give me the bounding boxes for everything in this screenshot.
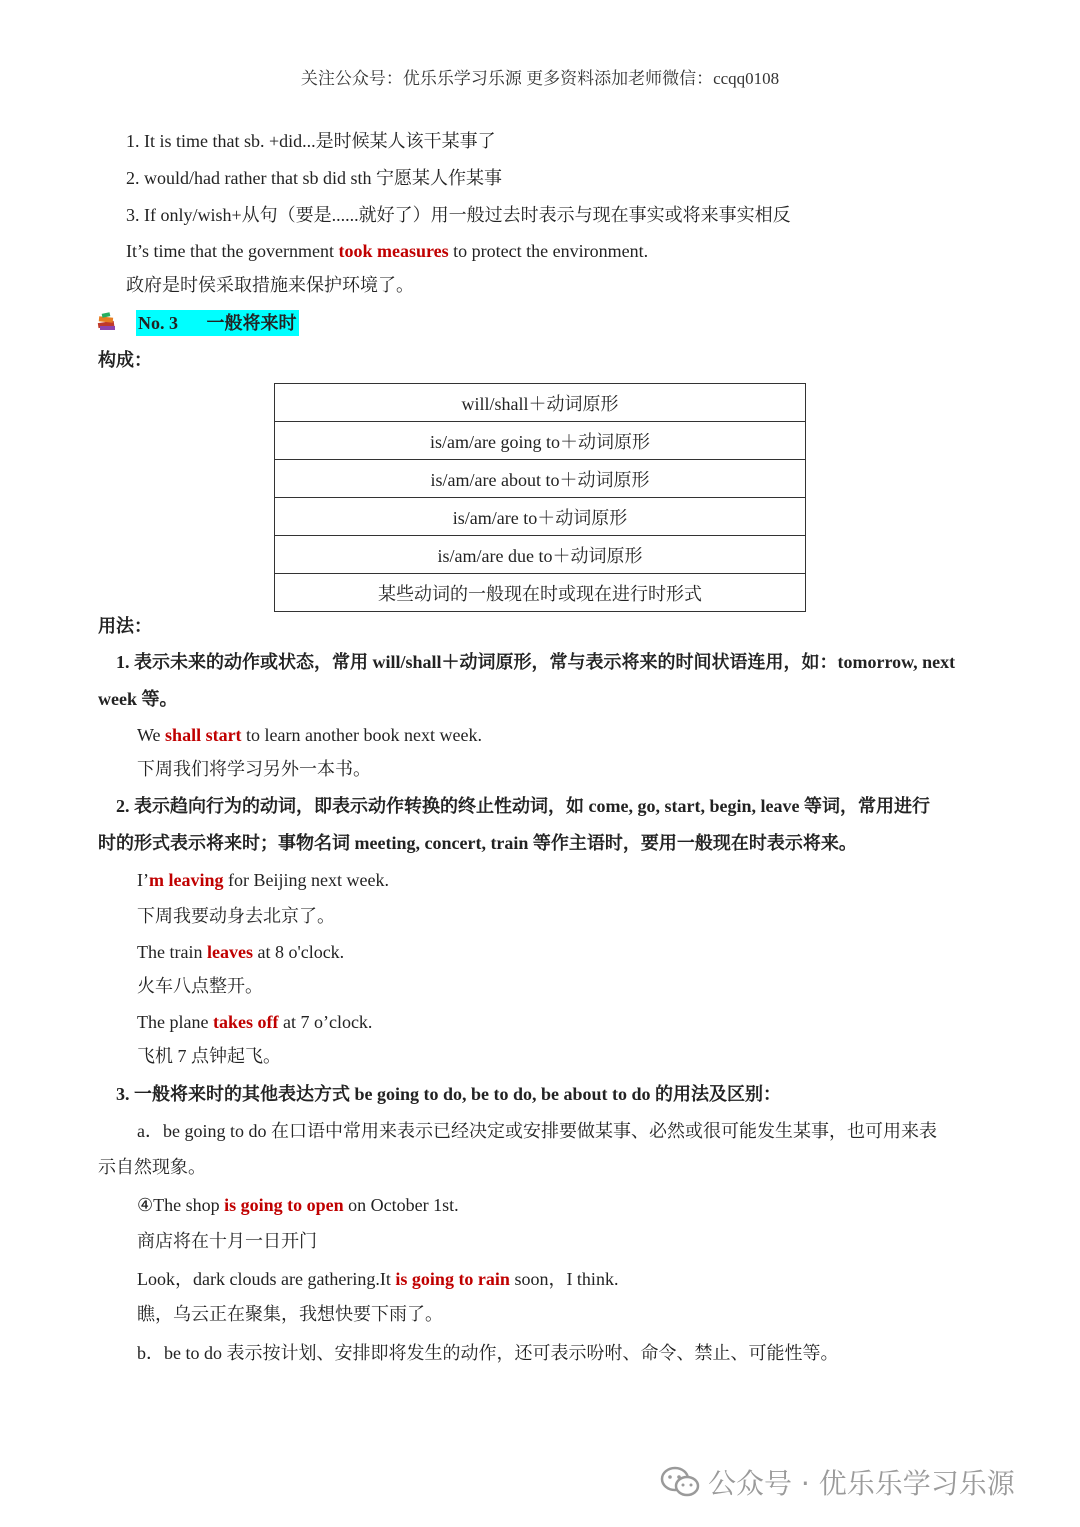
rule-3a-line-2: 示自然现象。 (98, 1157, 206, 1177)
example-text: We (137, 725, 166, 745)
section-title (136, 310, 299, 336)
example-text: soon，I think. (509, 1269, 619, 1289)
books-icon (96, 312, 118, 332)
example-text: It’s time that the government (126, 241, 339, 261)
watermark (660, 1462, 1015, 1506)
example-3 (137, 868, 389, 892)
page-header: 关注公众号：优乐乐学习乐源 更多资料添加老师微信：ccqq0108 (300, 69, 780, 88)
intro-item-2: 2. would/had rather that sb did sth 宁愿某人作某事 (126, 168, 502, 188)
rule-3: 3. 一般将来时的其他表达方式 be going to do, be to do, be about to do 的用法及区别： (116, 1084, 782, 1104)
example-4 (137, 940, 344, 964)
example-5-translation: 飞机 7 点钟起飞。 (137, 1046, 281, 1066)
example-text: for Beijing next week. (223, 870, 389, 890)
table-row: will/shall＋动词原形 (275, 384, 806, 422)
example-1 (126, 239, 648, 263)
highlight-phrase: shall start (165, 725, 242, 745)
rule-3b: b．be to do 表示按计划、安排即将发生的动作，还可表示吩咐、命令、禁止、可能性等。 (137, 1343, 839, 1363)
example-2 (137, 723, 482, 747)
table-row: is/am/are due to＋动词原形 (275, 536, 806, 574)
table-row: is/am/are going to＋动词原形 (275, 422, 806, 460)
highlight-phrase: is going to open (224, 1195, 344, 1215)
rule-3a-line-1: a．be going to do 在口语中常用来表示已经决定或安排要做某事、必然或很可能发生某事，也可用来表 (137, 1121, 937, 1141)
example-text: ④The shop (137, 1195, 225, 1215)
highlight-phrase: took measures (338, 241, 449, 261)
example-text: The plane (137, 1012, 213, 1032)
example-text: to learn another book next week. (241, 725, 482, 745)
example-text: Look，dark clouds are gathering.It (137, 1269, 396, 1289)
rule-1-line-2: week 等。 (98, 689, 178, 709)
rule-1-line-1: 1. 表示未来的动作或状态，常用 will/shall＋动词原形，常与表示将来的时间状语连用，如：tomorrow, next (116, 652, 956, 672)
table-row: 某些动词的一般现在时或现在进行时形式 (275, 574, 806, 612)
intro-item-3: 3. If only/wish+从句（要是......就好了）用一般过去时表示与现在事实或将来事实相反 (126, 205, 791, 225)
example-3-translation: 下周我要动身去北京了。 (137, 906, 335, 926)
example-6 (137, 1193, 459, 1217)
example-7-translation: 瞧，乌云正在聚集，我想快要下雨了。 (137, 1304, 443, 1324)
wechat-icon (660, 1466, 700, 1498)
watermark-text: 公众号 · 优乐乐学习乐源 (708, 1467, 1015, 1500)
example-7 (137, 1267, 618, 1291)
rule-2-line-1: 2. 表示趋向行为的动词，即表示动作转换的终止性动词，如 come, go, start, begin, leave 等词，常用进行 (116, 796, 930, 816)
example-5 (137, 1010, 372, 1034)
example-4-translation: 火车八点整开。 (137, 976, 263, 996)
example-text: at 8 o'clock. (252, 942, 345, 962)
example-text: at 7 o’clock. (278, 1012, 373, 1032)
example-text: I’ (137, 870, 149, 890)
highlight-phrase: is going to rain (395, 1269, 510, 1289)
rule-2-line-2: 时的形式表示将来时；事物名词 meeting, concert, train 等作主语时，要用一般现在时表示将来。 (98, 833, 857, 853)
section-name: 一般将来时 (206, 313, 297, 333)
table-row: is/am/are about to＋动词原形 (275, 460, 806, 498)
highlight-phrase: takes off (212, 1012, 279, 1032)
highlight-phrase: m leaving (149, 870, 224, 890)
example-6-translation: 商店将在十月一日开门 (137, 1231, 317, 1251)
example-1-translation: 政府是时侯采取措施来保护环境了。 (126, 275, 414, 295)
composition-label: 构成： (98, 350, 152, 370)
section-number: No. 3 (138, 313, 178, 333)
usage-label: 用法： (98, 616, 152, 636)
example-text: The train (137, 942, 207, 962)
example-text: to protect the environment. (448, 241, 649, 261)
composition-table (274, 383, 806, 612)
highlight-phrase: leaves (206, 942, 253, 962)
example-2-translation: 下周我们将学习另外一本书。 (137, 759, 371, 779)
intro-item-1: 1. It is time that sb. +did...是时候某人该干某事了 (126, 131, 496, 151)
example-text: on October 1st. (343, 1195, 459, 1215)
table-row: is/am/are to＋动词原形 (275, 498, 806, 536)
